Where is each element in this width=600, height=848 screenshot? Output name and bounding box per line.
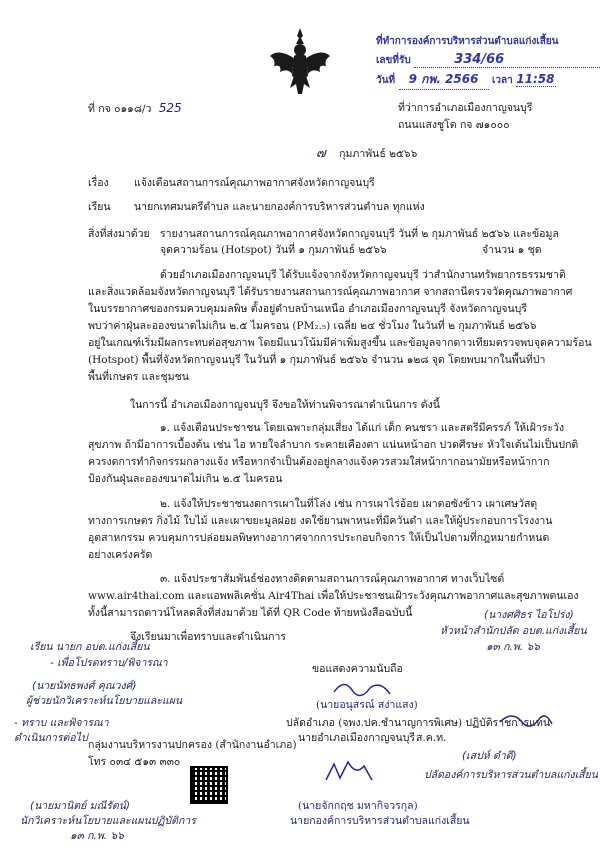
stamp-number-label: เลขที่รับ (376, 55, 411, 66)
department: กลุ่มงานบริหารงานปกครอง (สำนักงานอำเภอ) (88, 739, 297, 751)
document-number-handwritten: 525 (158, 101, 182, 115)
stamp-office: ที่ทำการองค์การบริหารส่วนตำบลแก่งเสี้ยน (376, 36, 559, 47)
qr-code (190, 766, 228, 804)
closing: จึงเรียนมาเพื่อทราบและดำเนินการ (130, 631, 286, 643)
signer-title-1: ปลัดอำเภอ (จพง.ปค.ชำนาญการพิเศษ) ปฏิบัติราชการแทน (286, 717, 551, 729)
left-note-date2: ๑๓ ก.พ. ๖๖ (70, 830, 124, 842)
item1-line: ๑. แจ้งเตือนประชาชน โดยเฉพาะกลุ่มเสี่ยง ได้แก่ เด็ก คนชรา และสตรีมีครรภ์ ให้เฝ้าระวัง (160, 422, 565, 434)
to-label: เรียน (88, 201, 111, 213)
to-text: นายกเทศมนตรีตำบล และนายกองค์การบริหารส่วนตำบล ทุกแห่ง (134, 201, 425, 213)
right-note-name2: (เสปห์ ดำดี) (462, 750, 517, 762)
left-note-name2: (นายมานิตย์ มณีรัตน์) (30, 800, 131, 812)
right-note-name3: (นายจักกฤช มหากิจวรกุล) (298, 800, 418, 812)
item2-line: ๒. แจ้งให้ประชาชนงดการเผาในที่โล่ง เช่น การเผาไร่อ้อย เผาตอซังข้าว เผาเศษวัสดุ (160, 498, 538, 510)
item3-line: ทั้งนี้สามารถดาวน์โหลดสิ่งที่ส่งมาด้วย ได้ที่ QR Code ท้ายหนังสือฉบับนี้ (88, 607, 413, 619)
item3-line: ๓. แจ้งประชาสัมพันธ์ช่องทางติดตามสถานการณ์คุณภาพอากาศ ทางเว็บไซต์ (160, 573, 505, 585)
respect: ขอแสดงความนับถือ (312, 663, 403, 675)
stamp-time-label: เวลา (492, 75, 513, 86)
left-note-2b: ดำเนินการต่อไป (14, 732, 88, 744)
date-day-handwritten: ๗ (316, 146, 326, 161)
para1-line: และสิ่งแวดล้อมจังหวัดกาญจนบุรี ได้รับรายงานสถานการณ์คุณภาพอากาศ จากสถานีตรวจวัดคุณภาพอากาศ (88, 286, 573, 298)
para2: ในการนี้ อำเภอเมืองกาญจนบุรี จึงขอให้ท่านพิจารณาดำเนินการ ดังนี้ (130, 399, 440, 411)
para1-line: ในบรรยากาศของกรมควบคุมมลพิษ ตั้งอยู่ตำบลบ้านเหนือ อำเภอเมืองกาญจนบุรี จังหวัดกาญจนบุรี (88, 303, 527, 315)
item1-line: ควรงดการทำกิจกรรมกลางแจ้ง หรือหากจำเป็นต้องอยู่กลางแจ้งควรสวมใส่หน้ากากอนามัยหรือหน้ากาก (88, 456, 550, 468)
signature-right (496, 708, 556, 734)
right-note-short1: ส.ค.ท. (416, 732, 447, 744)
subject-label: เรื่อง (88, 177, 109, 189)
left-note-purpose: - เพื่อโปรดทราบ/พิจารณา (50, 657, 168, 669)
para1-line: ด้วยอำเภอเมืองกาญจนบุรี ได้รับแจ้งจากจังหวัดกาญจนบุรี ว่าสำนักงานทรัพยากรธรรมชาติ (160, 269, 566, 281)
document-number: ที่ กจ ๐๑๑๘/ว 525 (88, 101, 182, 115)
garuda-emblem (268, 26, 332, 98)
attachment-count: จำนวน ๑ ชุด (482, 244, 542, 256)
sender-address: ถนนแสงชูโต กจ ๗๑๐๐๐ (398, 119, 510, 131)
attachment-label: สิ่งที่ส่งมาด้วย (88, 228, 150, 240)
item2-line: ทางการเกษตร กิ่งไม้ ใบไม้ และเผาขยะมูลฝอย งดใช้ยานพาหนะที่มีควันดำ และให้ผู้ประกอบการโรงงาน (88, 515, 553, 527)
left-note-title1: ผู้ช่วยนักวิเคราะห์นโยบายและแผน (26, 695, 183, 707)
left-note-2a: - ทราบ และพิจารณา (14, 717, 109, 729)
stamp-number-value: 334/66 (414, 52, 600, 68)
signer-name: (นายอนุสรณ์ สง่าแสง) (316, 699, 418, 711)
item1-line: ป้องกันฝุ่นละอองขนาดไม่เกิน ๒.๕ ไมครอน (88, 473, 283, 485)
item2-line: อย่างเคร่งครัด (88, 549, 153, 561)
item2-line: อุตสาหกรรม ควบคุมการปล่อยมลพิษทางอากาศจากการประกอบกิจการ ให้เป็นไปตามที่กฎหมายกำหนด (88, 532, 550, 544)
right-note-title2: ปลัดองค์การบริหารส่วนตำบลแก่งเสี้ยน (424, 769, 598, 781)
receipt-stamp (372, 30, 584, 92)
right-note-title1: หัวหน้าสำนักปลัด อบต.แก่งเสี้ยน (440, 625, 587, 637)
para1-line: พบว่าค่าฝุ่นละอองขนาดไม่เกิน ๒.๕ ไมครอน (PM₂.₅) เฉลี่ย ๒๔ ชั่วโมง ในวันที่ ๒ กุมภาพันธ์ ๒๕๖๖ (88, 320, 537, 332)
stamp-time-value: 11:58 (516, 72, 555, 86)
right-note-title3: นายกองค์การบริหารส่วนตำบลแก่งเสี้ยน (290, 815, 470, 827)
right-note-name1: (นางศศิธร ไอโปร่ง) (484, 609, 574, 621)
telephone: โทร ๐๓๔ ๕๑๓ ๓๓๐ (88, 756, 181, 768)
item3-line: www.air4thai.com และแอพพลิเคชั่น Air4Thai เพื่อให้ประชาชนเฝ้าระวังคุณภาพอากาศและสุขภาพตนเอง (88, 590, 579, 602)
para1-line: อยู่ในเกณฑ์เริ่มมีผลกระทบต่อสุขภาพ โดยมีแนวโน้มมีค่าเพิ่มสูงขึ้น และข้อมูลจากดาวเทียมตรวจพบจุดความร้อน (88, 337, 592, 349)
document-date: ๗ กุมภาพันธ์ ๒๕๖๖ (316, 146, 418, 161)
para1-line: (Hotspot) พื้นที่จังหวัดกาญจนบุรี ในวันที่ ๑ กุมภาพันธ์ ๒๕๖๖ จำนวน ๑๒๘ จุด โดยพบมากในพื้นที่ป่า (88, 354, 546, 366)
signer-title-2: นายอำเภอเมืองกาญจนบุรี (298, 732, 416, 744)
left-note-title2: นักวิเคราะห์นโยบายและแผนปฏิบัติการ (20, 815, 196, 827)
signature-mayor (320, 758, 380, 786)
para1-line: พื้นที่เกษตร และชุมชน (88, 371, 189, 383)
left-note-to: เรียน นายก อบต.แก่งเสี้ยน (30, 641, 150, 653)
signature-main (330, 674, 400, 700)
stamp-date-value: 9 กพ. 2566 (399, 70, 489, 90)
left-note-name1: (นายนัทธพงศ์ คุณวงศ์) (32, 680, 137, 692)
subject-text: แจ้งเตือนสถานการณ์คุณภาพอากาศจังหวัดกาญจนบุรี (134, 177, 375, 189)
item1-line: สุขภาพ ถ้ามีอาการเบื้องต้น เช่น ไอ หายใจลำบาก ระคายเคืองตา แน่นหน้าอก ปวดศีรษะ หัวใจเต้นไม่เป็นปกติ (88, 439, 579, 451)
right-note-date1: ๑๓ ก.พ. ๖๖ (486, 641, 540, 653)
attachment-line-2: จุดความร้อน (Hotspot) วันที่ ๑ กุมภาพันธ์ ๒๕๖๖ (160, 244, 387, 256)
sender-office: ที่ว่าการอำเภอเมืองกาญจนบุรี (398, 102, 533, 114)
attachment-line-1: รายงานสถานการณ์คุณภาพอากาศจังหวัดกาญจนบุรี วันที่ ๒ กุมภาพันธ์ ๒๕๖๖ และข้อมูล (160, 228, 559, 240)
stamp-date-label: วันที่ (376, 75, 396, 86)
